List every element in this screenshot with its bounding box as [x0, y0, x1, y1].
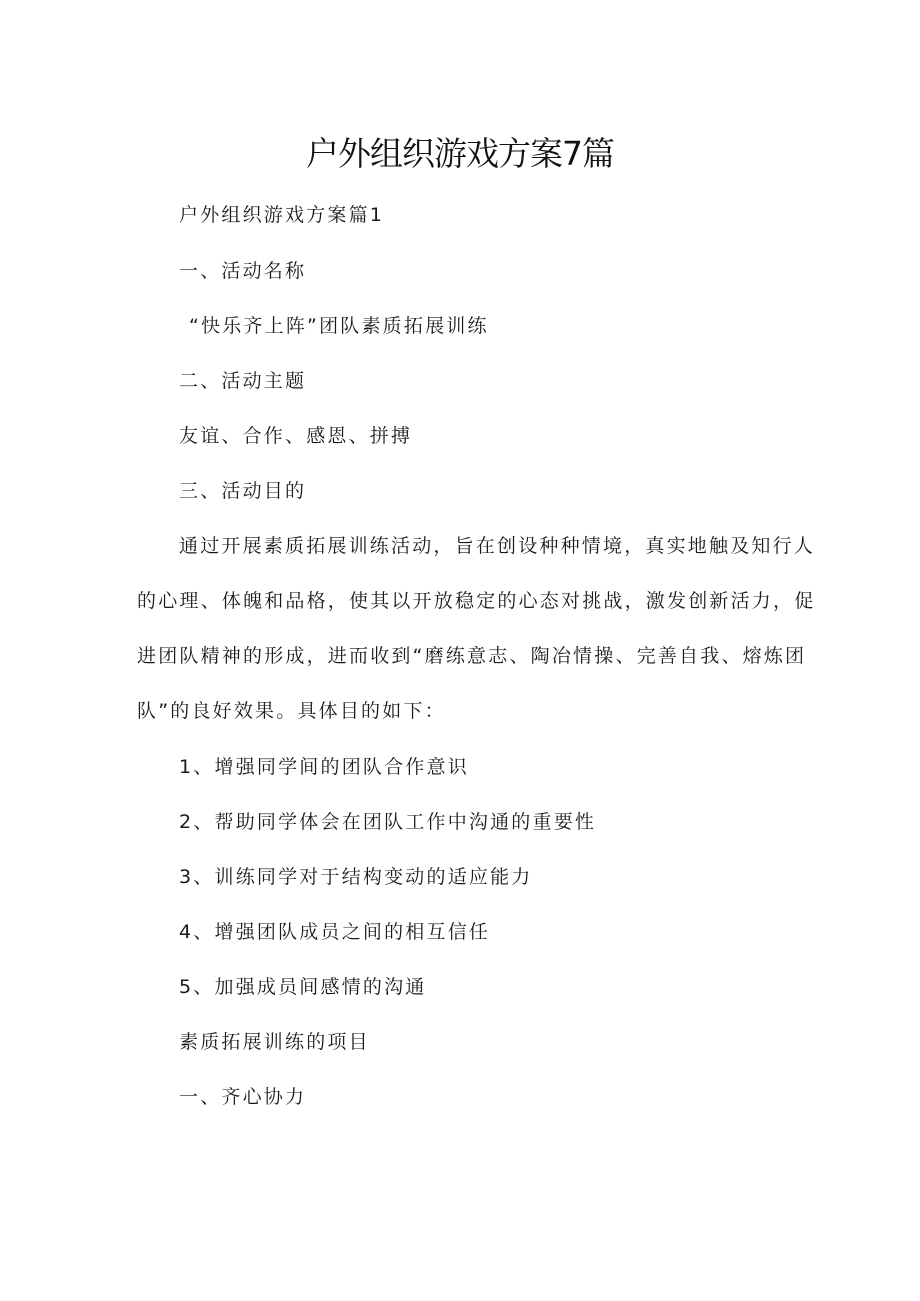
purpose-paragraph: [137, 533, 816, 753]
projects-heading: 素质拓展训练的项目: [179, 1031, 370, 1053]
activity-name-text: “快乐齐上阵”团队素质拓展训练: [189, 315, 489, 337]
goal-item: 1、增强同学间的团队合作意识: [179, 756, 469, 778]
activity-theme-text: 友谊、合作、感恩、拼搏: [179, 425, 413, 447]
project-item: 一、齐心协力: [179, 1086, 307, 1108]
heading-activity-purpose: 三、活动目的: [179, 480, 307, 502]
goal-item: 5、加强成员间感情的沟通: [179, 976, 427, 998]
heading-activity-name: 一、活动名称: [179, 260, 307, 282]
document-title: 户外组织游戏方案7篇: [306, 134, 614, 173]
section-heading: 户外组织游戏方案篇1: [179, 204, 385, 226]
goal-item: 3、训练同学对于结构变动的适应能力: [179, 866, 533, 888]
purpose-line: 进团队精神的形成，进而收到“磨练意志、陶冶情操、完善自我、熔炼团: [137, 645, 807, 667]
goal-item: 4、增强团队成员之间的相互信任: [179, 921, 491, 943]
purpose-line: 通过开展素质拓展训练活动，旨在创设种种情境，真实地触及知行人: [179, 535, 816, 557]
purpose-line: 的心理、体魄和品格，使其以开放稳定的心态对挑战，激发创新活力，促: [137, 590, 816, 612]
goal-item: 2、帮助同学体会在团队工作中沟通的重要性: [179, 811, 597, 833]
heading-activity-theme: 二、活动主题: [179, 370, 307, 392]
purpose-line: 队”的良好效果。具体目的如下：: [137, 700, 446, 722]
